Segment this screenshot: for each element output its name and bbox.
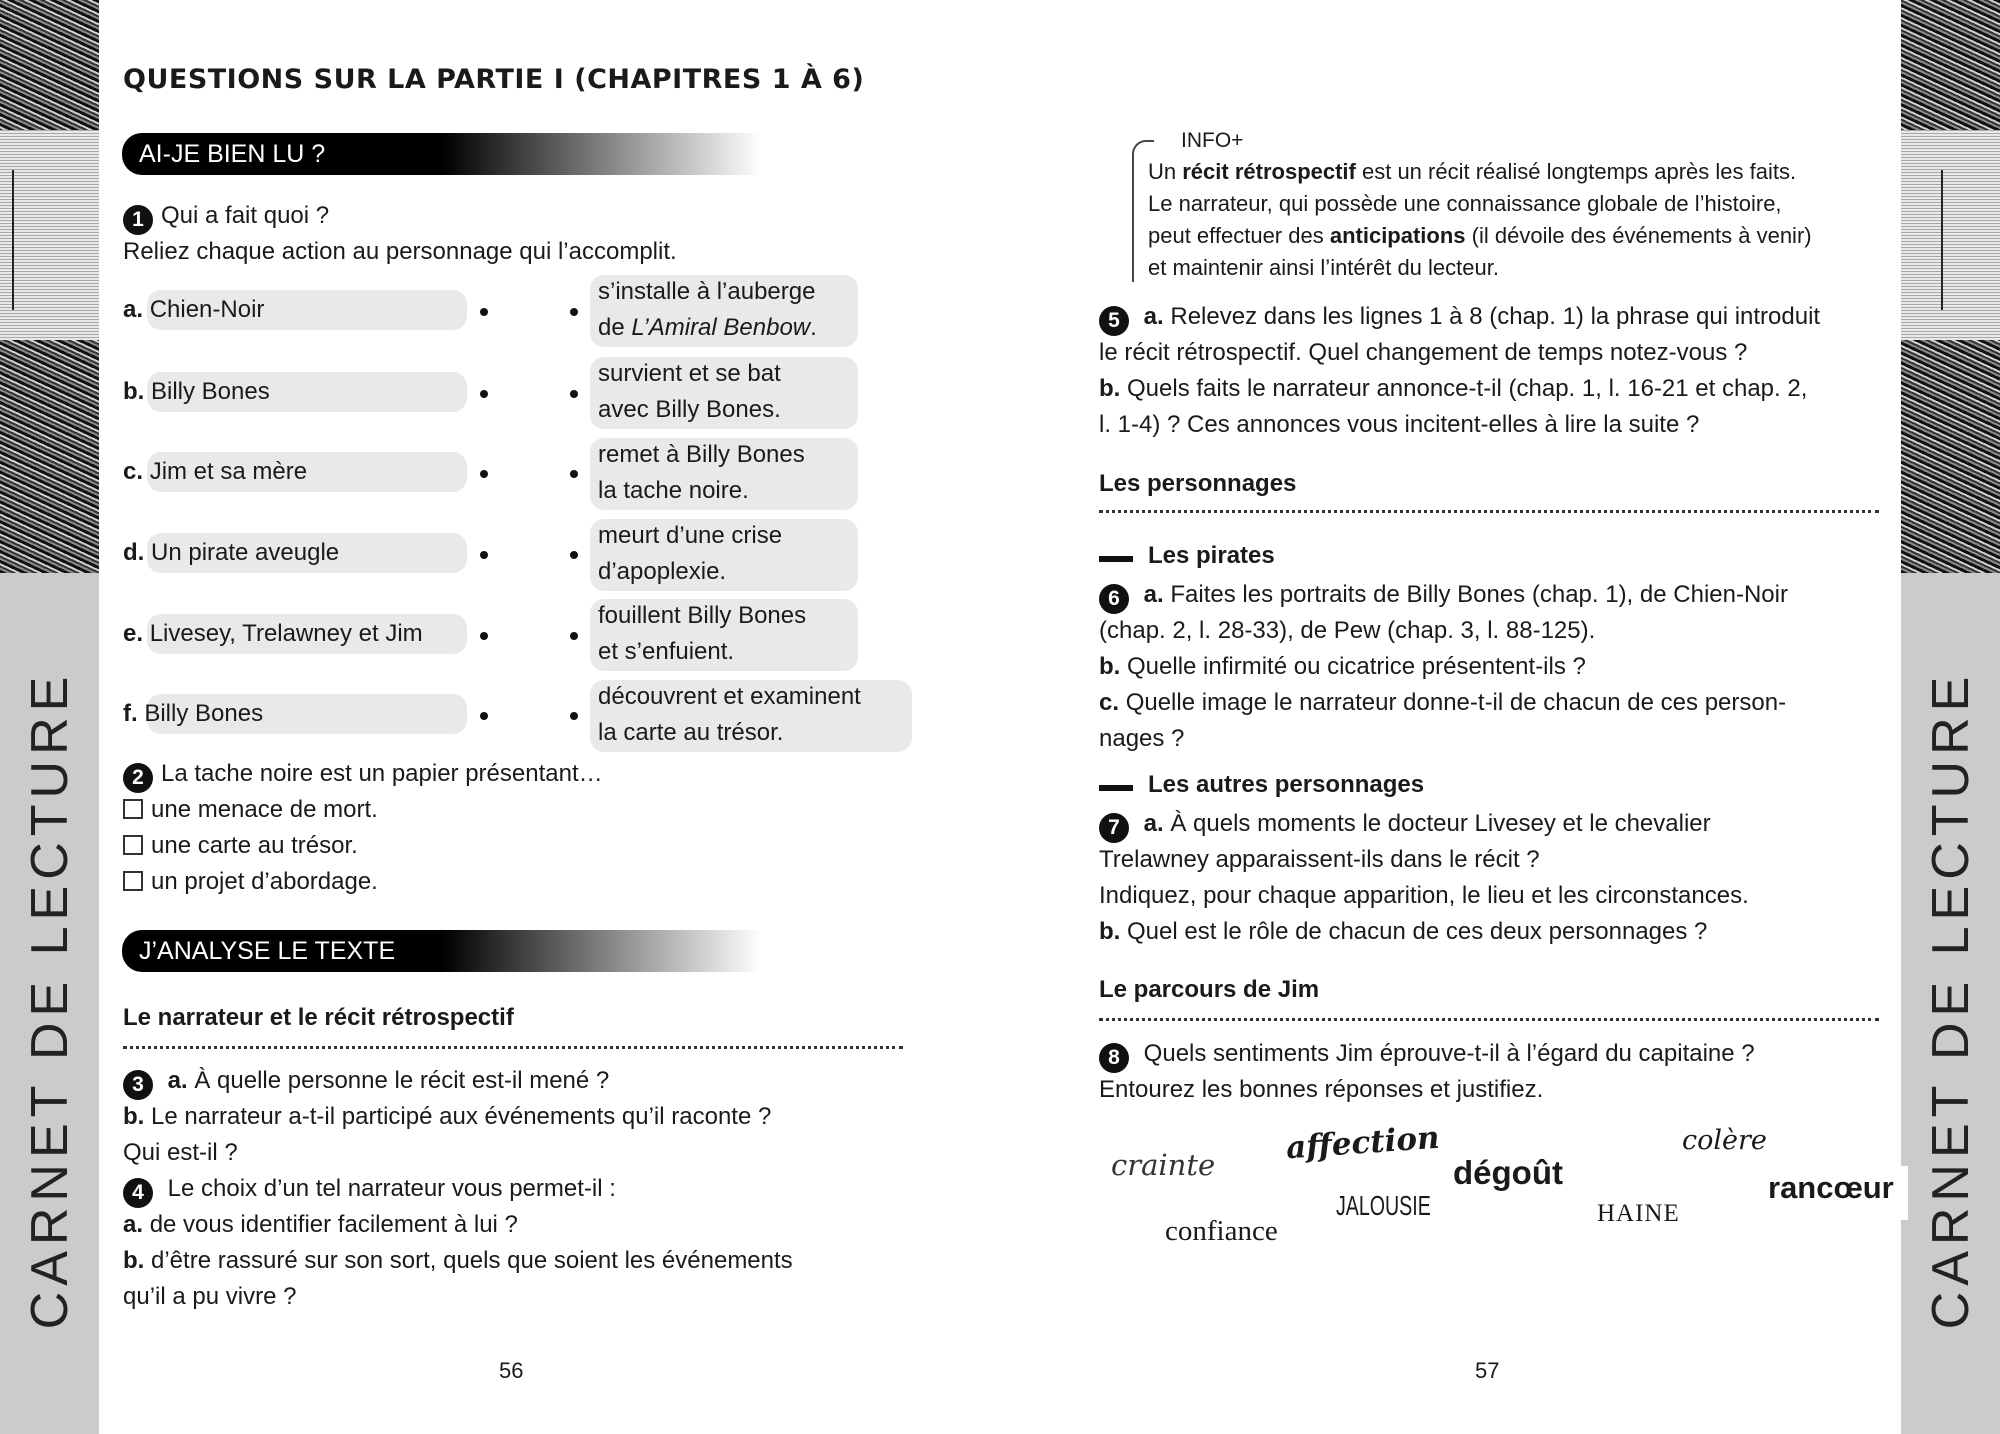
match-dot[interactable] bbox=[570, 308, 578, 316]
character-item: f. Billy Bones bbox=[123, 700, 264, 727]
checkbox[interactable] bbox=[123, 799, 143, 819]
question-8: 8 Quels sentiments Jim éprouve-t-il à l’égard du capitaine ? bbox=[1099, 1036, 1755, 1073]
question-number: 2 bbox=[123, 763, 153, 793]
question-3: 3 a. À quelle personne le récit est-il mené ? bbox=[123, 1063, 609, 1100]
question-4b: b. d’être rassuré sur son sort, quels que soient les événements bbox=[123, 1247, 793, 1274]
question-1-instruction: Reliez chaque action au personnage qui l’accomplit. bbox=[123, 238, 677, 265]
word-crainte[interactable]: crainte bbox=[1111, 1148, 1216, 1182]
word-degout[interactable]: dégoût bbox=[1453, 1154, 1563, 1191]
match-dot[interactable] bbox=[480, 712, 488, 720]
word-affection[interactable]: affection bbox=[1284, 1119, 1441, 1167]
word-jalousie[interactable]: JALOUSIE bbox=[1336, 1190, 1431, 1221]
word-haine[interactable]: HAINE bbox=[1597, 1200, 1680, 1227]
match-dot[interactable] bbox=[480, 470, 488, 478]
word-rancoeur[interactable]: rancœur bbox=[1768, 1170, 1894, 1205]
question-7a: 7 a. À quels moments le docteur Livesey et le chevalier bbox=[1099, 806, 1711, 843]
question-7b: b. Quel est le rôle de chacun de ces deux personnages ? bbox=[1099, 918, 1708, 945]
dotted-divider bbox=[1099, 1018, 1879, 1021]
action-item: découvrent et examinent la carte au trésor. bbox=[598, 683, 861, 746]
question-6a-cont: (chap. 2, l. 28-33), de Pew (chap. 3, l. 88-125). bbox=[1099, 617, 1596, 644]
action-item: survient et se bat avec Billy Bones. bbox=[598, 360, 781, 423]
question-6b: b. Quelle infirmité ou cicatrice présentent-ils ? bbox=[1099, 653, 1586, 680]
question-6c: c. Quelle image le narrateur donne-t-il de chacun de ces person- bbox=[1099, 689, 1787, 716]
subheading: Le parcours de Jim bbox=[1099, 976, 1320, 1003]
side-label-right: CARNET DE LECTURE bbox=[1921, 670, 1980, 1330]
match-dot[interactable] bbox=[570, 632, 578, 640]
page-number: 57 bbox=[1475, 1358, 1500, 1383]
action-item: s’installe à l’auberge de L’Amiral Benbow. bbox=[598, 278, 817, 341]
question-4: 4 Le choix d’un tel narrateur vous permet-il : bbox=[123, 1171, 616, 1208]
subheading: Les pirates bbox=[1148, 542, 1275, 569]
question-number: 6 bbox=[1099, 584, 1129, 614]
subheading: Le narrateur et le récit rétrospectif bbox=[123, 1004, 514, 1031]
character-item: d. Un pirate aveugle bbox=[123, 539, 340, 566]
match-dot[interactable] bbox=[570, 712, 578, 720]
dotted-divider bbox=[123, 1046, 903, 1049]
question-number: 4 bbox=[123, 1178, 153, 1208]
action-item: fouillent Billy Bones et s’enfuient. bbox=[598, 602, 807, 665]
match-dot[interactable] bbox=[570, 470, 578, 478]
info-label: INFO+ bbox=[1181, 129, 1244, 152]
dash-marker bbox=[1099, 556, 1133, 562]
match-dot[interactable] bbox=[480, 308, 488, 316]
left-side-band bbox=[0, 0, 99, 1434]
checkbox[interactable] bbox=[123, 835, 143, 855]
match-dot[interactable] bbox=[570, 390, 578, 398]
checkbox-option[interactable]: un projet d’abordage. bbox=[123, 864, 378, 900]
question-4b-cont: qu’il a pu vivre ? bbox=[123, 1283, 297, 1310]
side-label-left: CARNET DE LECTURE bbox=[20, 670, 79, 1330]
action-item: remet à Billy Bones la tache noire. bbox=[598, 441, 805, 504]
checkbox-option[interactable]: une carte au trésor. bbox=[123, 828, 358, 864]
question-4a: a. de vous identifier facilement à lui ? bbox=[123, 1211, 518, 1238]
dash-marker bbox=[1099, 785, 1133, 791]
question-6a: 6 a. Faites les portraits de Billy Bones (chap. 1), de Chien-Noir bbox=[1099, 577, 1788, 614]
question-number: 3 bbox=[123, 1070, 153, 1100]
word-confiance[interactable]: confiance bbox=[1165, 1215, 1278, 1247]
page-title: QUESTIONS SUR LA PARTIE I (CHAPITRES 1 À 6) bbox=[123, 64, 865, 95]
character-item: a. Chien-Noir bbox=[123, 296, 265, 323]
question-number: 1 bbox=[123, 205, 153, 235]
question-3b-cont: Qui est-il ? bbox=[123, 1139, 238, 1166]
match-dot[interactable] bbox=[480, 390, 488, 398]
subheading: Les autres personnages bbox=[1148, 771, 1425, 798]
ship-engraving bbox=[0, 0, 99, 573]
section-banner: J’ANALYSE LE TEXTE bbox=[122, 930, 762, 972]
question-5a-cont: le récit rétrospectif. Quel changement de temps notez-vous ? bbox=[1099, 339, 1748, 366]
question-5b-cont: l. 1-4) ? Ces annonces vous incitent-elles à lire la suite ? bbox=[1099, 411, 1700, 438]
checkbox[interactable] bbox=[123, 871, 143, 891]
dotted-divider bbox=[1099, 510, 1879, 513]
question-7a-cont: Trelawney apparaissent-ils dans le récit ? bbox=[1099, 846, 1540, 873]
question-number: 8 bbox=[1099, 1043, 1129, 1073]
character-item: c. Jim et sa mère bbox=[123, 458, 308, 485]
right-side-band bbox=[1901, 0, 2000, 1434]
question-3b: b. Le narrateur a-t-il participé aux événements qu’il raconte ? bbox=[123, 1103, 772, 1130]
character-item: b. Billy Bones bbox=[123, 378, 270, 405]
checkbox-option[interactable]: une menace de mort. bbox=[123, 792, 378, 828]
question-number: 7 bbox=[1099, 813, 1129, 843]
question-1-title bbox=[123, 198, 329, 235]
page-number: 56 bbox=[499, 1358, 524, 1383]
word-colere[interactable]: colère bbox=[1682, 1125, 1767, 1156]
question-8-cont: Entourez les bonnes réponses et justifiez. bbox=[1099, 1076, 1544, 1103]
ship-engraving bbox=[1901, 0, 2000, 573]
question-2-title: 2 La tache noire est un papier présentant… bbox=[123, 756, 603, 793]
match-dot[interactable] bbox=[570, 551, 578, 559]
question-6c-cont: nages ? bbox=[1099, 725, 1185, 752]
section-banner: AI-JE BIEN LU ? bbox=[122, 133, 762, 175]
question-5a: 5 a. Relevez dans les lignes 1 à 8 (chap. 1) la phrase qui introduit bbox=[1099, 299, 1820, 336]
question-7a-cont2: Indiquez, pour chaque apparition, le lieu et les circonstances. bbox=[1099, 882, 1749, 909]
match-dot[interactable] bbox=[480, 632, 488, 640]
question-number: 5 bbox=[1099, 306, 1129, 336]
match-dot[interactable] bbox=[480, 551, 488, 559]
question-5b: b. Quels faits le narrateur annonce-t-il (chap. 1, l. 16-21 et chap. 2, bbox=[1099, 375, 1808, 402]
character-item: e. Livesey, Trelawney et Jim bbox=[123, 620, 423, 647]
action-item: meurt d’une crise d’apoplexie. bbox=[598, 522, 783, 585]
info-box: Un récit rétrospectif est un récit réalisé longtemps après les faits. Le narrateur, qui possède une connaissance globale de l’histoire, peut effectuer des anticipations (il dévoile des événements à venir) et maintenir ainsi l’intérêt du lecteur. bbox=[1148, 159, 1812, 280]
question-text: Qui a fait quoi ? bbox=[161, 202, 330, 229]
subheading: Les personnages bbox=[1099, 470, 1297, 497]
